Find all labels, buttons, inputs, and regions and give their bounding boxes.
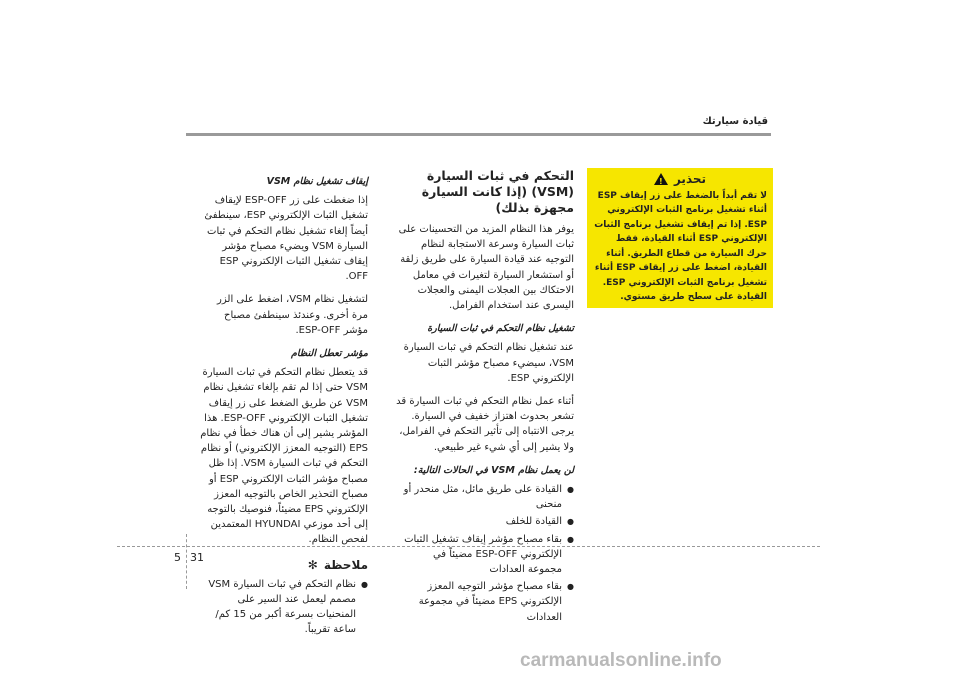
warning-title: تحذير <box>673 172 707 186</box>
note-title: ملاحظة <box>323 557 368 572</box>
subheading-vsm-not-working: لن يعمل نظام VSM في الحالات التالية: <box>413 464 574 476</box>
vsm-off-paragraph-2: لتشغيل نظام VSM، اضغط على الزر مرة أخرى. وعندئذ سينطفئ مصباح مؤشر ESP-OFF. <box>217 294 368 336</box>
note-header <box>200 558 368 573</box>
footer-vertical-divider <box>186 534 187 589</box>
malfunction-paragraph: قد يتعطل نظام التحكم في ثبات السيارة VSM حتى إذا لم تقم بإلغاء تشغيل نظام VSM عن طريق الضغط على زر إيقاف تشغيل الثبات الإلكتروني ESP-OFF. هذا المؤشر يشير إلى أن هناك خطأ في نظام EPS (التوجيه المعزز الإلكتروني) أو نظام التحكم في ثبات السيارة VSM. إذا ظل مصباح مؤشر الثبات الإلكتروني ESP أو مصباح التحذير الخاص بالتوجيه المعزز الإلكتروني EPS مضيئاً، فنوصيك بالتوجه إلى أحد موزعي HYUNDAI المعتمدين لفحص النظام. <box>200 367 368 546</box>
subheading-malfunction: مؤشر تعطل النظام <box>291 348 368 360</box>
column-middle <box>396 168 574 627</box>
watermark: carmanualsonline.info <box>520 650 722 671</box>
list-item: ● القيادة للخلف <box>396 514 574 529</box>
chapter-number: 5 <box>174 551 181 564</box>
note-list <box>200 577 368 638</box>
page-number: 31 <box>190 551 204 564</box>
warning-box <box>587 168 773 308</box>
vsm-intro-paragraph: يوفر هذا النظام المزيد من التحسينات على ثبات السيارة وسرعة الاستجابة لنظام التوجيه عند قيادة السيارة على طريق زلقة أو استشعار السيارة لتغيرات في معامل الاحتكاك بين العجلات اليمنى والعجلات اليسرى عند استخدام الفرامل. <box>398 224 574 312</box>
vsm-vibration-paragraph: أثناء عمل نظام التحكم في ثبات السيارة قد تشعر بحدوث اهتزاز خفيف في السيارة. يرجى الانتباه إلى تأثير التحكم في الفرامل، ولا يشير إلى أي شيء غير طبيعي. <box>396 396 574 453</box>
vsm-conditions-list <box>396 482 574 625</box>
subheading-vsm-off: إيقاف تشغيل نظام VSM <box>266 176 368 187</box>
list-item: ● نظام التحكم في ثبات السيارة VSM مصمم ليعمل عند السير على المنحنيات بسرعة أكبر من 15 كم/ساعة تقريباً. <box>200 577 368 638</box>
list-item: ● بقاء مصباح مؤشر إيقاف تشغيل الثبات الإلكتروني ESP-OFF مضيئاً في مجموعة العدادات <box>396 532 574 578</box>
warning-header <box>593 172 767 187</box>
note-star-icon: ✻ <box>307 557 318 572</box>
list-item: ● بقاء مصباح مؤشر التوجيه المعزز الإلكتروني EPS مضيئاً في مجموعة العدادات <box>396 579 574 625</box>
warning-body: لا تقم أبداً بالضغط على زر إيقاف ESP أثناء تشغيل برنامج الثبات الإلكتروني ESP. إذا تم إيقاف تشغيل برنامج الثبات الإلكتروني ESP أثناء القيادة، فقط حرك السيارة من قطاع الطريق. أثناء القيادة، اضغط على زر إيقاف ESP أثناء تشغيل برنامج الثبات الإلكتروني ESP. القيادة على سطح طريق مستوي. <box>594 190 767 302</box>
footer-divider <box>117 546 820 547</box>
warning-icon: ! <box>654 173 668 185</box>
page-header-title: قيادة سيارتك <box>702 116 768 127</box>
header-divider <box>186 133 771 136</box>
column-left <box>200 168 368 640</box>
vsm-operation-paragraph: عند تشغيل نظام التحكم في ثبات السيارة VSM، سيضيء مصباح مؤشر الثبات الإلكتروني ESP. <box>403 342 574 384</box>
section-title-vsm: التحكم في ثبات السيارة (VSM) (إذا كانت السيارة مجهزة بذلك) <box>421 168 574 215</box>
subheading-vsm-operation: تشغيل نظام التحكم في ثبات السيارة <box>427 323 574 335</box>
vsm-off-paragraph-1: إذا ضغطت على زر ESP-OFF لإيقاف تشغيل الثبات الإلكتروني ESP، سينطفئ أيضاً إلغاء تشغيل نظام التحكم في ثبات السيارة VSM ويضيء مصباح مؤشر إيقاف تشغيل الثبات الإلكتروني ESP OFF. <box>204 195 368 283</box>
list-item: ● القيادة على طريق مائل، مثل منحدر أو منحنى <box>396 482 574 512</box>
